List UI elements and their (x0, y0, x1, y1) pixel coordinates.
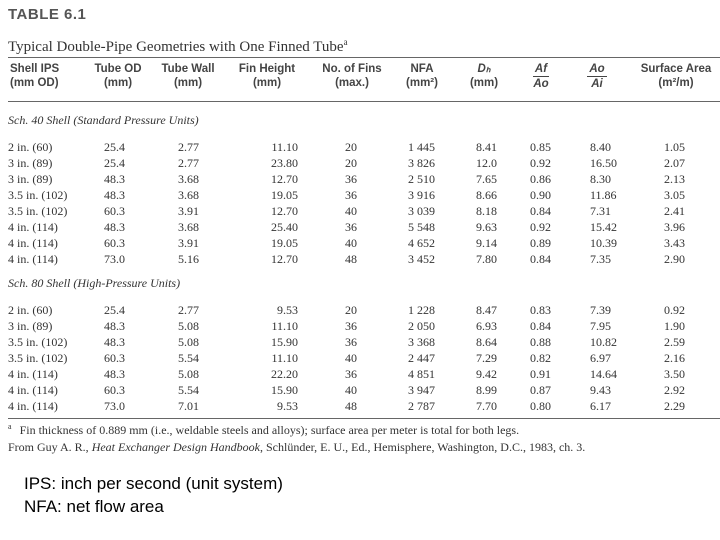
cell-af-ao: 0.80 (530, 399, 551, 413)
top-rule (8, 57, 720, 58)
cell-tube-wall: 3.68 (178, 188, 199, 202)
cell-nfa: 2 447 (408, 351, 435, 365)
cell-dh: 8.41 (476, 140, 497, 154)
cell-fin-height: 11.10 (271, 351, 298, 365)
cell-ao-ai: 8.30 (590, 172, 611, 186)
cell-dh: 9.63 (476, 220, 497, 234)
cell-surface-area: 0.92 (664, 303, 685, 317)
footnote-text: Fin thickness of 0.889 mm (i.e., weldable steels and alloys); surface area per meter is total for both legs. (19, 423, 520, 437)
cell-shell-ips: 3 in. (89) (8, 319, 53, 333)
cell-dh: 7.65 (476, 172, 497, 186)
table-row (0, 172, 720, 188)
table-row (0, 220, 720, 236)
cell-nfa: 3 039 (408, 204, 435, 218)
header-rule (8, 101, 720, 102)
cell-af-ao: 0.82 (530, 351, 551, 365)
cell-surface-area: 2.29 (664, 399, 685, 413)
cell-ao-ai: 10.39 (590, 236, 617, 250)
table-row (0, 319, 720, 335)
cell-af-ao: 0.92 (530, 220, 551, 234)
cell-af-ao: 0.86 (530, 172, 551, 186)
cell-ao-ai: 7.35 (590, 252, 611, 266)
cell-shell-ips: 4 in. (114) (8, 367, 58, 381)
cell-surface-area: 2.13 (664, 172, 685, 186)
header-no-of-fins-line1: No. of Fins (322, 63, 382, 75)
cell-tube-wall: 5.08 (178, 335, 199, 349)
header-shell-ips (10, 62, 59, 90)
cell-af-ao: 0.84 (530, 252, 551, 266)
cell-surface-area: 3.43 (664, 236, 685, 250)
table-label: TABLE 6.1 (8, 6, 87, 23)
cell-no-of-fins: 40 (345, 236, 357, 250)
header-tube-wall-line2: (mm) (173, 77, 203, 89)
header-ao-ai-fraction (587, 62, 606, 91)
cell-surface-area: 3.96 (664, 220, 685, 234)
cell-no-of-fins: 36 (345, 367, 357, 381)
cell-dh: 8.64 (476, 335, 497, 349)
cell-tube-od: 73.0 (104, 399, 125, 413)
cell-fin-height: 11.10 (271, 140, 298, 154)
header-dh (464, 62, 504, 90)
cell-nfa: 3 947 (408, 383, 435, 397)
cell-shell-ips: 4 in. (114) (8, 383, 58, 397)
cell-no-of-fins: 40 (345, 351, 357, 365)
cell-tube-wall: 3.91 (178, 204, 199, 218)
cell-tube-wall: 5.54 (178, 351, 199, 365)
cell-surface-area: 2.41 (664, 204, 685, 218)
cell-no-of-fins: 48 (345, 252, 357, 266)
cell-shell-ips: 4 in. (114) (8, 252, 58, 266)
cell-tube-wall: 5.08 (178, 367, 199, 381)
cell-fin-height: 12.70 (271, 172, 298, 186)
cell-ao-ai: 9.43 (590, 383, 611, 397)
cell-tube-od: 48.3 (104, 188, 125, 202)
source-suffix: , Schlünder, E. U., Ed., Hemisphere, Washington, D.C., 1983, ch. 3. (259, 440, 586, 454)
cell-surface-area: 2.07 (664, 156, 685, 170)
cell-tube-od: 48.3 (104, 220, 125, 234)
cell-tube-od: 73.0 (104, 252, 125, 266)
source-book-title: Heat Exchanger Design Handbook (91, 440, 260, 454)
cell-dh: 8.66 (476, 188, 497, 202)
cell-shell-ips: 3.5 in. (102) (8, 351, 68, 365)
cell-fin-height: 19.05 (271, 236, 298, 250)
cell-shell-ips: 3.5 in. (102) (8, 335, 68, 349)
cell-no-of-fins: 36 (345, 220, 357, 234)
cell-tube-wall: 2.77 (178, 303, 199, 317)
header-af-ao-fraction (533, 62, 549, 91)
cell-fin-height: 9.53 (277, 399, 298, 413)
header-af-ao (526, 62, 556, 91)
cell-nfa: 1 228 (408, 303, 435, 317)
cell-tube-wall: 3.68 (178, 172, 199, 186)
cell-tube-wall: 3.68 (178, 220, 199, 234)
cell-ao-ai: 16.50 (590, 156, 617, 170)
note-ips: IPS: inch per second (unit system) (24, 474, 283, 493)
table-title (8, 37, 348, 56)
cell-tube-od: 48.3 (104, 367, 125, 381)
cell-tube-wall: 7.01 (178, 399, 199, 413)
cell-no-of-fins: 36 (345, 335, 357, 349)
header-dh-line2: (mm) (469, 77, 499, 89)
cell-shell-ips: 4 in. (114) (8, 236, 58, 250)
table-row (0, 399, 720, 415)
cell-af-ao: 0.84 (530, 204, 551, 218)
cell-ao-ai: 7.39 (590, 303, 611, 317)
cell-tube-wall: 5.54 (178, 383, 199, 397)
cell-tube-wall: 3.91 (178, 236, 199, 250)
cell-af-ao: 0.87 (530, 383, 551, 397)
cell-shell-ips: 4 in. (114) (8, 399, 58, 413)
cell-nfa: 2 787 (408, 399, 435, 413)
cell-surface-area: 3.50 (664, 367, 685, 381)
table-row (0, 351, 720, 367)
cell-dh: 8.47 (476, 303, 497, 317)
cell-nfa: 3 368 (408, 335, 435, 349)
cell-surface-area: 1.05 (664, 140, 685, 154)
cell-tube-wall: 2.77 (178, 156, 199, 170)
table-row (0, 204, 720, 220)
header-dh-line1: Dₕ (477, 63, 491, 75)
cell-no-of-fins: 20 (345, 303, 357, 317)
cell-af-ao: 0.90 (530, 188, 551, 202)
cell-tube-wall: 5.08 (178, 319, 199, 333)
cell-tube-od: 25.4 (104, 140, 125, 154)
table-row (0, 367, 720, 383)
table-source (8, 440, 585, 455)
table-row (0, 156, 720, 172)
cell-dh: 8.99 (476, 383, 497, 397)
header-ao-ai-numerator: Ao (589, 63, 605, 75)
cell-dh: 7.70 (476, 399, 497, 413)
table-row (0, 140, 720, 156)
cell-surface-area: 2.16 (664, 351, 685, 365)
table-row (0, 335, 720, 351)
cell-ao-ai: 15.42 (590, 220, 617, 234)
cell-nfa: 3 916 (408, 188, 435, 202)
header-shell-ips-line2: (mm OD) (10, 77, 59, 89)
cell-ao-ai: 14.64 (590, 367, 617, 381)
header-no-of-fins-line2: (max.) (335, 77, 369, 89)
section-title-sch80: Sch. 80 Shell (High-Pressure Units) (8, 276, 181, 290)
cell-dh: 9.42 (476, 367, 497, 381)
header-surface-area (636, 62, 716, 90)
cell-ao-ai: 10.82 (590, 335, 617, 349)
cell-nfa: 2 510 (408, 172, 435, 186)
cell-fin-height: 22.20 (271, 367, 298, 381)
cell-no-of-fins: 20 (345, 140, 357, 154)
header-ao-ai-denominator: Ai (591, 78, 603, 90)
cell-tube-od: 60.3 (104, 383, 125, 397)
cell-fin-height: 19.05 (271, 188, 298, 202)
cell-af-ao: 0.91 (530, 367, 551, 381)
cell-nfa: 3 452 (408, 252, 435, 266)
cell-tube-od: 48.3 (104, 319, 125, 333)
cell-tube-wall: 5.16 (178, 252, 199, 266)
cell-surface-area: 2.90 (664, 252, 685, 266)
header-fin-height (234, 62, 300, 90)
cell-no-of-fins: 36 (345, 319, 357, 333)
cell-surface-area: 1.90 (664, 319, 685, 333)
cell-no-of-fins: 36 (345, 172, 357, 186)
cell-tube-od: 48.3 (104, 172, 125, 186)
cell-tube-od: 25.4 (104, 156, 125, 170)
title-footnote-mark: a (343, 37, 348, 47)
cell-dh: 12.0 (476, 156, 497, 170)
cell-nfa: 4 851 (408, 367, 435, 381)
cell-nfa: 5 548 (408, 220, 435, 234)
cell-tube-od: 60.3 (104, 236, 125, 250)
cell-shell-ips: 3.5 in. (102) (8, 204, 68, 218)
cell-af-ao: 0.85 (530, 140, 551, 154)
cell-af-ao: 0.88 (530, 335, 551, 349)
cell-nfa: 2 050 (408, 319, 435, 333)
header-af-ao-numerator: Af (534, 63, 548, 75)
header-nfa (402, 62, 442, 90)
cell-af-ao: 0.92 (530, 156, 551, 170)
cell-surface-area: 3.05 (664, 188, 685, 202)
cell-dh: 9.14 (476, 236, 497, 250)
cell-nfa: 3 826 (408, 156, 435, 170)
cell-ao-ai: 7.31 (590, 204, 611, 218)
cell-shell-ips: 4 in. (114) (8, 220, 58, 234)
cell-shell-ips: 2 in. (60) (8, 140, 53, 154)
section-title-sch40: Sch. 40 Shell (Standard Pressure Units) (8, 113, 199, 127)
cell-fin-height: 15.90 (271, 335, 298, 349)
header-fin-height-line1: Fin Height (238, 63, 296, 75)
header-surface-area-line2: (m²/m) (658, 77, 694, 89)
note-nfa: NFA: net flow area (24, 497, 164, 516)
table-footnote (8, 422, 519, 438)
table-title-text: Typical Double-Pipe Geometries with One Finned Tube (8, 39, 344, 55)
cell-af-ao: 0.83 (530, 303, 551, 317)
cell-no-of-fins: 20 (345, 156, 357, 170)
cell-dh: 8.18 (476, 204, 497, 218)
header-tube-od-line2: (mm) (103, 77, 133, 89)
header-tube-od (90, 62, 146, 90)
cell-tube-od: 25.4 (104, 303, 125, 317)
cell-nfa: 1 445 (408, 140, 435, 154)
table-row (0, 252, 720, 268)
header-nfa-line2: (mm²) (406, 77, 438, 89)
header-tube-wall-line1: Tube Wall (161, 63, 215, 75)
cell-af-ao: 0.89 (530, 236, 551, 250)
cell-shell-ips: 3 in. (89) (8, 172, 53, 186)
cell-fin-height: 23.80 (271, 156, 298, 170)
cell-surface-area: 2.59 (664, 335, 685, 349)
cell-no-of-fins: 48 (345, 399, 357, 413)
cell-af-ao: 0.84 (530, 319, 551, 333)
table-row (0, 303, 720, 319)
cell-dh: 6.93 (476, 319, 497, 333)
cell-fin-height: 25.40 (271, 220, 298, 234)
cell-ao-ai: 7.95 (590, 319, 611, 333)
cell-no-of-fins: 36 (345, 188, 357, 202)
cell-ao-ai: 6.17 (590, 399, 611, 413)
cell-ao-ai: 11.86 (590, 188, 617, 202)
header-tube-wall (158, 62, 218, 90)
cell-dh: 7.29 (476, 351, 497, 365)
cell-ao-ai: 8.40 (590, 140, 611, 154)
cell-tube-wall: 2.77 (178, 140, 199, 154)
cell-fin-height: 9.53 (277, 303, 298, 317)
cell-tube-od: 60.3 (104, 351, 125, 365)
bottom-rule (8, 418, 720, 419)
header-no-of-fins (316, 62, 388, 90)
cell-shell-ips: 3.5 in. (102) (8, 188, 68, 202)
cell-dh: 7.80 (476, 252, 497, 266)
cell-no-of-fins: 40 (345, 383, 357, 397)
footnote-mark: a (8, 422, 12, 431)
cell-shell-ips: 3 in. (89) (8, 156, 53, 170)
cell-nfa: 4 652 (408, 236, 435, 250)
cell-tube-od: 60.3 (104, 204, 125, 218)
cell-ao-ai: 6.97 (590, 351, 611, 365)
cell-fin-height: 11.10 (271, 319, 298, 333)
source-prefix: From Guy A. R., (8, 440, 92, 454)
table-row (0, 383, 720, 399)
table-row (0, 236, 720, 252)
cell-surface-area: 2.92 (664, 383, 685, 397)
header-af-ao-denominator: Ao (533, 78, 549, 90)
header-surface-area-line1: Surface Area (640, 63, 712, 75)
header-nfa-line1: NFA (410, 63, 434, 75)
header-tube-od-line1: Tube OD (94, 63, 142, 75)
cell-tube-od: 48.3 (104, 335, 125, 349)
cell-fin-height: 12.70 (271, 204, 298, 218)
header-shell-ips-line1: Shell IPS (10, 63, 60, 75)
header-fin-height-line2: (mm) (252, 77, 282, 89)
cell-no-of-fins: 40 (345, 204, 357, 218)
table-row (0, 188, 720, 204)
header-ao-ai (582, 62, 612, 91)
cell-fin-height: 12.70 (271, 252, 298, 266)
cell-shell-ips: 2 in. (60) (8, 303, 53, 317)
cell-fin-height: 15.90 (271, 383, 298, 397)
